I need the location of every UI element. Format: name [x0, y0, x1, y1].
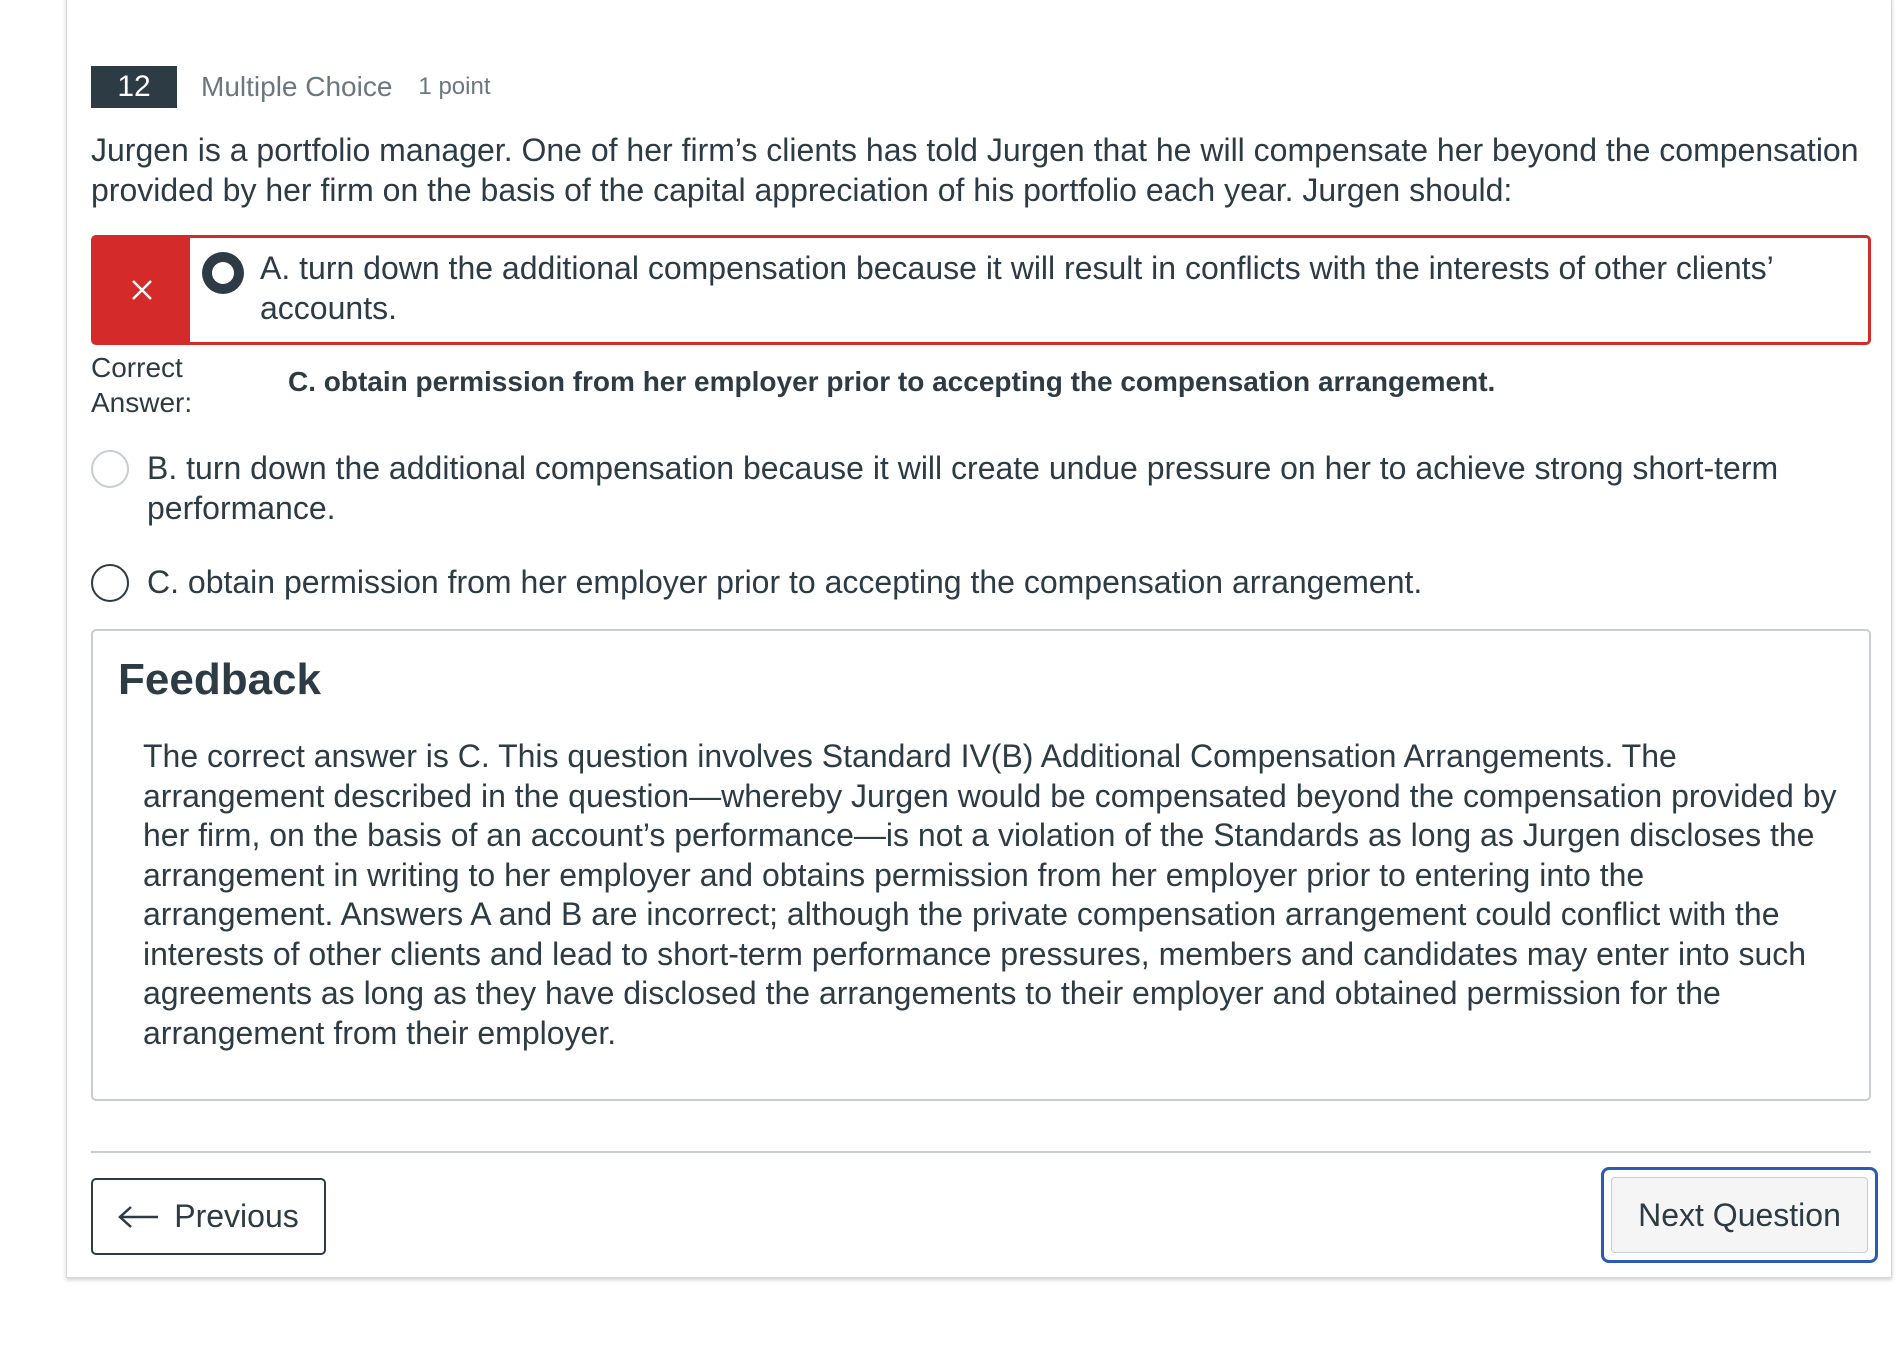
question-points: 1 point [418, 73, 491, 100]
answer-c-label: C. obtain permission from her employer prior to accepting the compensation arrangement. [147, 564, 1423, 600]
feedback-title: Feedback [118, 655, 321, 704]
answer-a-label: A. turn down the additional compensation because it will result in conflicts with the interests of other clients’ accounts. [260, 250, 1773, 326]
correct-answer-value: C. obtain permission from her employer prior to accepting the compensation arrangement. [288, 366, 1496, 397]
question-number: 12 [91, 66, 177, 108]
close-icon [130, 278, 154, 302]
answer-option-a[interactable] [91, 235, 1871, 345]
question-text: Jurgen is a portfolio manager. One of her firm’s clients has told Jurgen that he will compensate her beyond the compensation provided by her firm on the basis of the capital appreciation of his portfolio each year. Jurgen should: [91, 132, 1859, 208]
radio-b[interactable] [91, 450, 129, 488]
previous-button-label: Previous [174, 1198, 299, 1234]
next-button-focus-ring [1601, 1167, 1878, 1263]
feedback-body: The correct answer is C. This question involves Standard IV(B) Additional Compensation Arrangements. The arrangement described in the question—whereby Jurgen would be compensated beyond the compensation provided by her firm, on the basis of an account’s performance—is not a violation of the Standards as long as Jurgen discloses the arrangement in writing to her employer and obtains permission from her employer prior to entering into the arrangement. Answers A and B are incorrect; although the private compensation arrangement could conflict with the interests of other clients and lead to short-term performance pressures, members and candidates may enter into such agreements as long as they have disclosed the arrangements to their employer and obtained permission for the arrangement from their employer. [143, 738, 1837, 1051]
answer-option-b[interactable] [91, 450, 1787, 528]
correct-answer-label: Correct Answer: [91, 352, 193, 418]
radio-a-selected[interactable] [202, 252, 244, 294]
question-header [91, 66, 490, 108]
next-button-label: Next Question [1638, 1196, 1841, 1233]
incorrect-flag [94, 238, 190, 342]
previous-button[interactable] [91, 1178, 326, 1255]
answer-b-label: B. turn down the additional compensation because it will create undue pressure on her to achieve strong short-term performance. [147, 450, 1779, 526]
answer-option-c[interactable] [91, 564, 1787, 602]
question-type: Multiple Choice [201, 71, 393, 102]
arrow-left-icon [118, 1205, 160, 1229]
divider [91, 1151, 1871, 1153]
next-question-button[interactable] [1611, 1177, 1868, 1253]
feedback-panel [91, 629, 1871, 1101]
radio-c[interactable] [91, 564, 129, 602]
